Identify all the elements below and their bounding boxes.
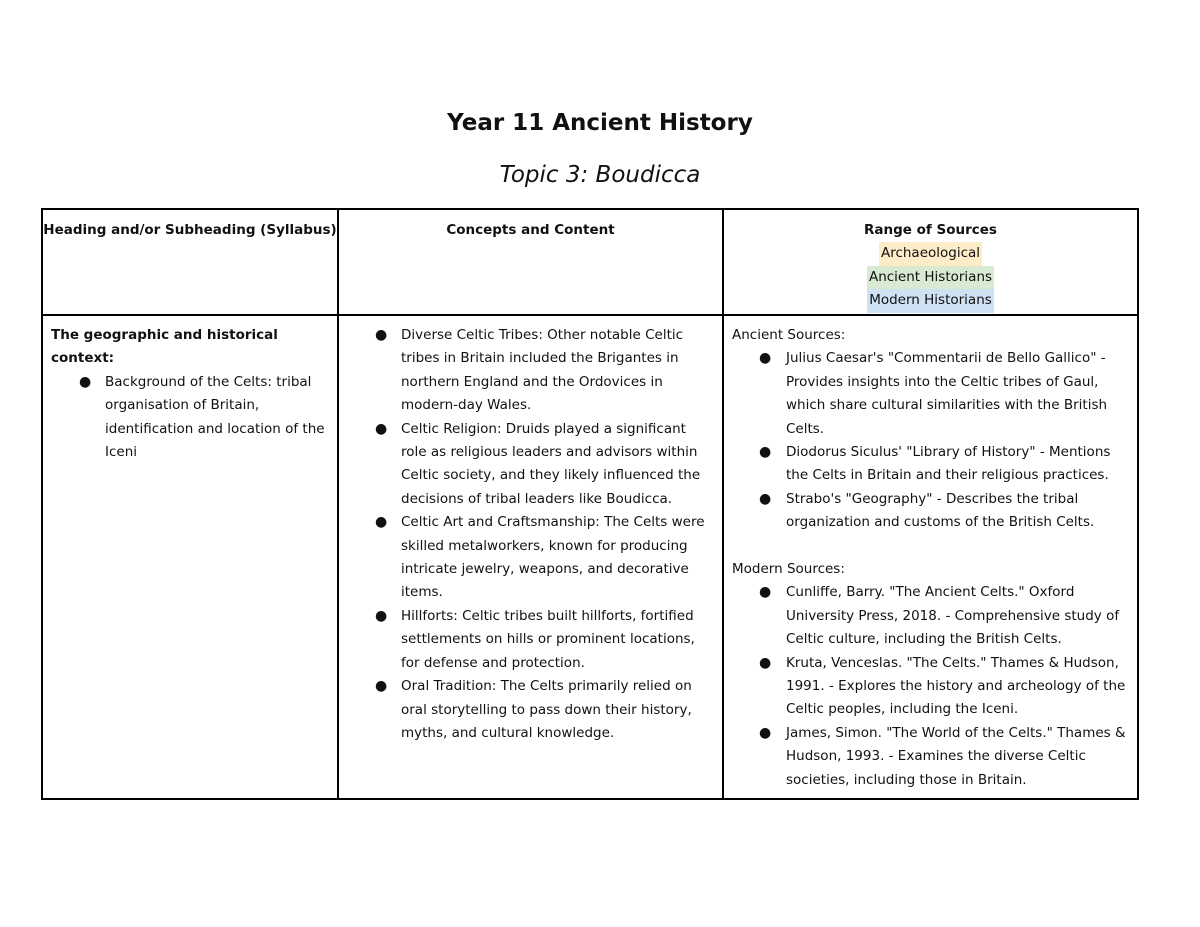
source-text: Kruta, Venceslas. "The Celts." Thames & Hudson, 1991. - Explores the history and archeology of the Celtic peoples, including the Iceni. [786,654,1126,718]
table-body-row [42,315,1138,799]
sources-header [724,210,1137,313]
document-subtitle: Topic 3: Boudicca [499,162,701,188]
modern-sources-list [732,581,1129,792]
modern-sources-label: Modern Sources: [732,561,845,578]
list-item [347,511,714,605]
bullet-icon: ● [759,350,772,367]
bullet-icon: ● [375,607,388,624]
concept-text: Celtic Art and Craftsmanship: The Celts were skilled metalworkers, known for producing intricate jewelry, weapons, and decorative items. [401,514,705,601]
list-item [51,371,329,465]
bullet-icon: ● [759,490,772,507]
header-sources-label: Range of Sources [864,222,997,238]
list-item [347,605,714,675]
bullet-icon: ● [375,327,388,343]
legend-archaeological: Archaeological [879,242,982,265]
bullet-icon: ● [759,584,772,601]
header-concepts-label: Concepts and Content [446,222,615,238]
header-cell-concepts [338,209,723,315]
syllabus-item-text: Background of the Celts: tribal organisation of Britain, identification and location of the Iceni [105,373,325,461]
bullet-icon: ● [375,678,388,695]
legend-modern-historians: Modern Historians [867,289,994,312]
header-cell-syllabus [42,209,338,315]
context-heading: The geographic and historical context: [51,327,278,367]
concept-text: Oral Tradition: The Celts primarily relied on oral storytelling to pass down their history, myths, and cultural knowledge. [401,678,692,741]
source-text: Cunliffe, Barry. "The Ancient Celts." Oxford University Press, 2018. - Comprehensive study of Celtic culture, including the British Celts. [786,584,1120,648]
syllabus-list [51,371,329,465]
bullet-icon: ● [759,724,772,741]
table-header-row [42,209,1138,315]
source-text: James, Simon. "The World of the Celts." Thames & Hudson, 1993. - Examines the diverse Celtic societies, including those in Britain. [786,724,1126,788]
legend-ancient-historians: Ancient Historians [867,266,994,289]
source-text: Strabo's "Geography" - Describes the tribal organization and customs of the British Celts. [786,490,1095,531]
list-item [347,418,714,512]
list-item [732,441,1129,488]
header-syllabus-label: Heading and/or Subheading (Syllabus) [43,222,337,238]
list-item [732,722,1129,792]
list-item [347,675,714,745]
list-item [732,488,1129,535]
syllabus-cell [42,315,338,799]
list-item [347,324,714,418]
bullet-icon: ● [79,373,92,390]
list-item [732,347,1129,441]
list-item [732,652,1129,722]
document-title: Year 11 Ancient History [447,110,753,136]
sources-cell [723,315,1138,799]
ancient-sources-label: Ancient Sources: [732,327,846,343]
concept-text: Hillforts: Celtic tribes built hillforts, fortified settlements on hills or prominent locations, for defense and protection. [401,607,695,671]
source-text: Diodorus Siculus' "Library of History" - Mentions the Celts in Britain and their religious practices. [786,444,1111,484]
bullet-icon: ● [375,420,388,437]
header-cell-sources [723,209,1138,315]
concepts-cell [338,315,723,799]
syllabus-table [41,208,1139,800]
bullet-icon: ● [759,654,772,671]
bullet-icon: ● [375,514,388,531]
source-text: Julius Caesar's "Commentarii de Bello Gallico" - Provides insights into the Celtic tribes of Gaul, which share cultural similarities with the British Celts. [786,350,1108,437]
concepts-list [347,324,714,745]
concept-text: Celtic Religion: Druids played a significant role as religious leaders and advisors within Celtic society, and they likely influenced the decisions of tribal leaders like Boudicca. [401,420,701,507]
list-item [732,581,1129,651]
ancient-sources-list [732,347,1129,534]
concept-text: Diverse Celtic Tribes: Other notable Celtic tribes in Britain included the Brigantes in northern England and the Ordovices in modern-day Wales. [401,327,684,414]
bullet-icon: ● [759,444,772,461]
